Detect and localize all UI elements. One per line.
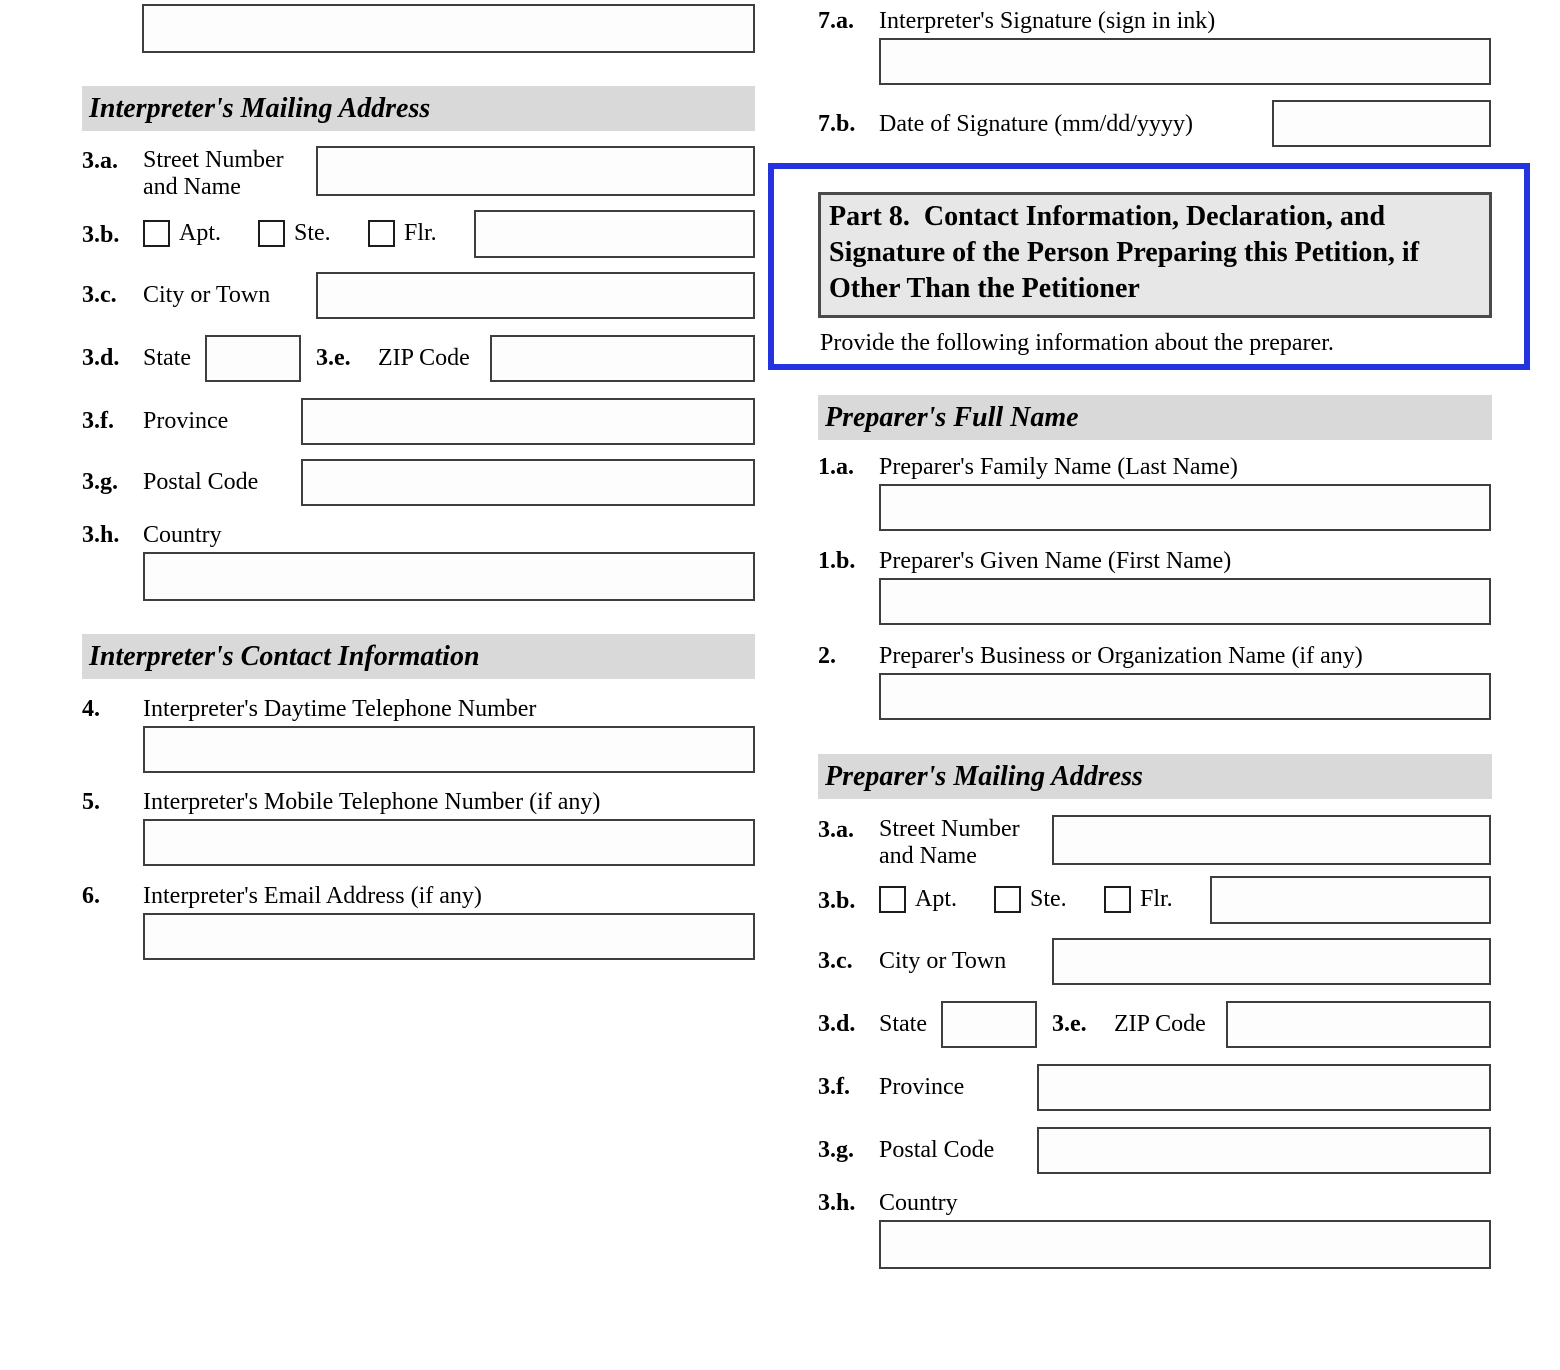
interpreter-postal-input[interactable] — [301, 459, 755, 506]
interpreter-flr-checkbox[interactable] — [368, 220, 395, 247]
part8-title-line1: Part 8. Contact Information, Declaration, and — [829, 201, 1386, 232]
date-of-signature-label: Date of Signature (mm/dd/yyyy) — [879, 111, 1193, 137]
section-title: Preparer's Full Name — [825, 401, 1079, 433]
zip-code-label: ZIP Code — [1114, 1011, 1206, 1037]
preparer-unit-row — [818, 876, 1492, 924]
city-label: City or Town — [143, 282, 271, 308]
interpreter-country-input[interactable] — [143, 552, 755, 601]
item-number: 3.f. — [818, 1074, 850, 1100]
preparer-business-name-row — [818, 643, 1492, 720]
interpreter-mobile-phone-input[interactable] — [143, 819, 755, 866]
interpreter-unit-number-input[interactable] — [474, 210, 755, 258]
interpreter-signature-row — [818, 8, 1492, 85]
preparer-mailing-address-header — [818, 754, 1492, 799]
preparer-family-name-input[interactable] — [879, 484, 1491, 531]
item-number: 5. — [82, 789, 100, 815]
preparer-street-row — [818, 815, 1492, 867]
interpreter-zip-input[interactable] — [490, 335, 755, 382]
item-number: 3.h. — [82, 522, 120, 548]
preparer-postal-input[interactable] — [1037, 1127, 1491, 1174]
flr-label: Flr. — [1140, 886, 1173, 912]
interpreter-apt-checkbox[interactable] — [143, 220, 170, 247]
interpreter-ste-checkbox[interactable] — [258, 220, 285, 247]
state-label: State — [879, 1011, 927, 1037]
item-number: 3.c. — [818, 948, 853, 974]
left-column — [82, 0, 755, 960]
item-number: 3.b. — [82, 222, 120, 248]
country-label: Country — [143, 522, 222, 548]
part8-title-line3: Other Than the Petitioner — [829, 273, 1140, 304]
item-number: 7.a. — [818, 8, 854, 34]
flr-checkbox-group — [368, 220, 437, 247]
item-number: 3.g. — [82, 469, 118, 495]
part8-heading-box — [818, 192, 1492, 318]
street-label-line1: Street Number — [143, 147, 284, 173]
item-number: 3.e. — [316, 345, 351, 371]
interpreter-top-field-input[interactable] — [142, 4, 755, 53]
interpreter-contact-information-header — [82, 634, 755, 679]
preparer-given-name-row — [818, 548, 1492, 625]
interpreter-country-row — [82, 522, 755, 601]
apt-checkbox-group — [879, 886, 957, 913]
interpreter-mobile-phone-row — [82, 789, 755, 866]
right-column — [818, 0, 1492, 1269]
street-label-line1: Street Number — [879, 816, 1020, 842]
preparer-country-row — [818, 1190, 1492, 1269]
interpreter-daytime-phone-input[interactable] — [143, 726, 755, 773]
postal-code-label: Postal Code — [879, 1137, 995, 1163]
interpreter-street-input[interactable] — [316, 146, 755, 196]
preparer-state-input[interactable] — [941, 1001, 1037, 1048]
item-number: 2. — [818, 643, 836, 669]
interpreter-mailing-address-header — [82, 86, 755, 131]
apt-label: Apt. — [915, 886, 957, 912]
item-number: 3.c. — [82, 282, 117, 308]
top-cutoff-field-row — [82, 0, 755, 53]
family-name-label: Preparer's Family Name (Last Name) — [879, 454, 1238, 480]
preparer-unit-number-input[interactable] — [1210, 876, 1491, 924]
interpreter-city-input[interactable] — [316, 272, 755, 319]
interpreter-state-input[interactable] — [205, 335, 301, 382]
interpreter-daytime-phone-row — [82, 696, 755, 773]
item-number: 3.a. — [82, 148, 118, 174]
preparer-state-zip-row — [818, 1001, 1492, 1048]
interpreter-state-zip-row — [82, 335, 755, 382]
item-number: 3.b. — [818, 888, 856, 914]
state-label: State — [143, 345, 191, 371]
item-number: 3.f. — [82, 408, 114, 434]
item-number: 4. — [82, 696, 100, 722]
part8-instruction: Provide the following information about the preparer. — [820, 330, 1334, 356]
preparer-full-name-header — [818, 395, 1492, 440]
signature-label: Interpreter's Signature (sign in ink) — [879, 8, 1216, 34]
province-label: Province — [143, 408, 229, 434]
preparer-country-input[interactable] — [879, 1220, 1491, 1269]
preparer-apt-checkbox[interactable] — [879, 886, 906, 913]
postal-code-label: Postal Code — [143, 469, 259, 495]
ste-checkbox-group — [258, 220, 331, 247]
preparer-postal-row — [818, 1127, 1492, 1174]
ste-checkbox-group — [994, 886, 1067, 913]
mobile-phone-label: Interpreter's Mobile Telephone Number (if any) — [143, 789, 601, 815]
item-number: 3.d. — [82, 345, 120, 371]
preparer-province-input[interactable] — [1037, 1064, 1491, 1111]
zip-code-label: ZIP Code — [378, 345, 470, 371]
signature-date-input[interactable] — [1272, 100, 1491, 147]
item-number: 1.a. — [818, 454, 854, 480]
interpreter-email-input[interactable] — [143, 913, 755, 960]
item-number: 3.d. — [818, 1011, 856, 1037]
interpreter-unit-row — [82, 210, 755, 258]
preparer-city-input[interactable] — [1052, 938, 1491, 985]
ste-label: Ste. — [294, 220, 331, 246]
section-title: Preparer's Mailing Address — [825, 760, 1143, 792]
item-number: 3.a. — [818, 817, 854, 843]
item-number: 7.b. — [818, 111, 856, 137]
item-number: 1.b. — [818, 548, 856, 574]
email-label: Interpreter's Email Address (if any) — [143, 883, 482, 909]
flr-label: Flr. — [404, 220, 437, 246]
interpreter-city-row — [82, 272, 755, 319]
country-label: Country — [879, 1190, 958, 1216]
province-label: Province — [879, 1074, 965, 1100]
street-number-label — [879, 816, 1020, 870]
flr-checkbox-group — [1104, 886, 1173, 913]
signature-date-row — [818, 100, 1492, 148]
preparer-street-input[interactable] — [1052, 815, 1491, 865]
given-name-label: Preparer's Given Name (First Name) — [879, 548, 1232, 574]
apt-label: Apt. — [179, 220, 221, 246]
section-title: Interpreter's Contact Information — [89, 640, 480, 672]
preparer-ste-checkbox[interactable] — [994, 886, 1021, 913]
interpreter-postal-row — [82, 459, 755, 506]
ste-label: Ste. — [1030, 886, 1067, 912]
preparer-given-name-input[interactable] — [879, 578, 1491, 625]
preparer-family-name-row — [818, 454, 1492, 531]
interpreter-province-row — [82, 398, 755, 445]
item-number: 3.e. — [1052, 1011, 1087, 1037]
section-title: Interpreter's Mailing Address — [89, 92, 431, 124]
item-number: 6. — [82, 883, 100, 909]
item-number: 3.g. — [818, 1137, 854, 1163]
apt-checkbox-group — [143, 220, 221, 247]
business-name-label: Preparer's Business or Organization Name (if any) — [879, 643, 1363, 669]
item-number: 3.h. — [818, 1190, 856, 1216]
interpreter-street-row — [82, 146, 755, 198]
city-label: City or Town — [879, 948, 1007, 974]
preparer-business-name-input[interactable] — [879, 673, 1491, 720]
street-label-line2: and Name — [143, 174, 241, 200]
part8-title-line2: Signature of the Person Preparing this Petition, if — [829, 237, 1420, 268]
preparer-flr-checkbox[interactable] — [1104, 886, 1131, 913]
interpreter-province-input[interactable] — [301, 398, 755, 445]
interpreter-signature-input[interactable] — [879, 38, 1491, 85]
preparer-city-row — [818, 938, 1492, 985]
interpreter-email-row — [82, 883, 755, 960]
street-number-label — [143, 147, 284, 201]
street-label-line2: and Name — [879, 843, 977, 869]
preparer-province-row — [818, 1064, 1492, 1111]
preparer-zip-input[interactable] — [1226, 1001, 1491, 1048]
daytime-phone-label: Interpreter's Daytime Telephone Number — [143, 696, 537, 722]
